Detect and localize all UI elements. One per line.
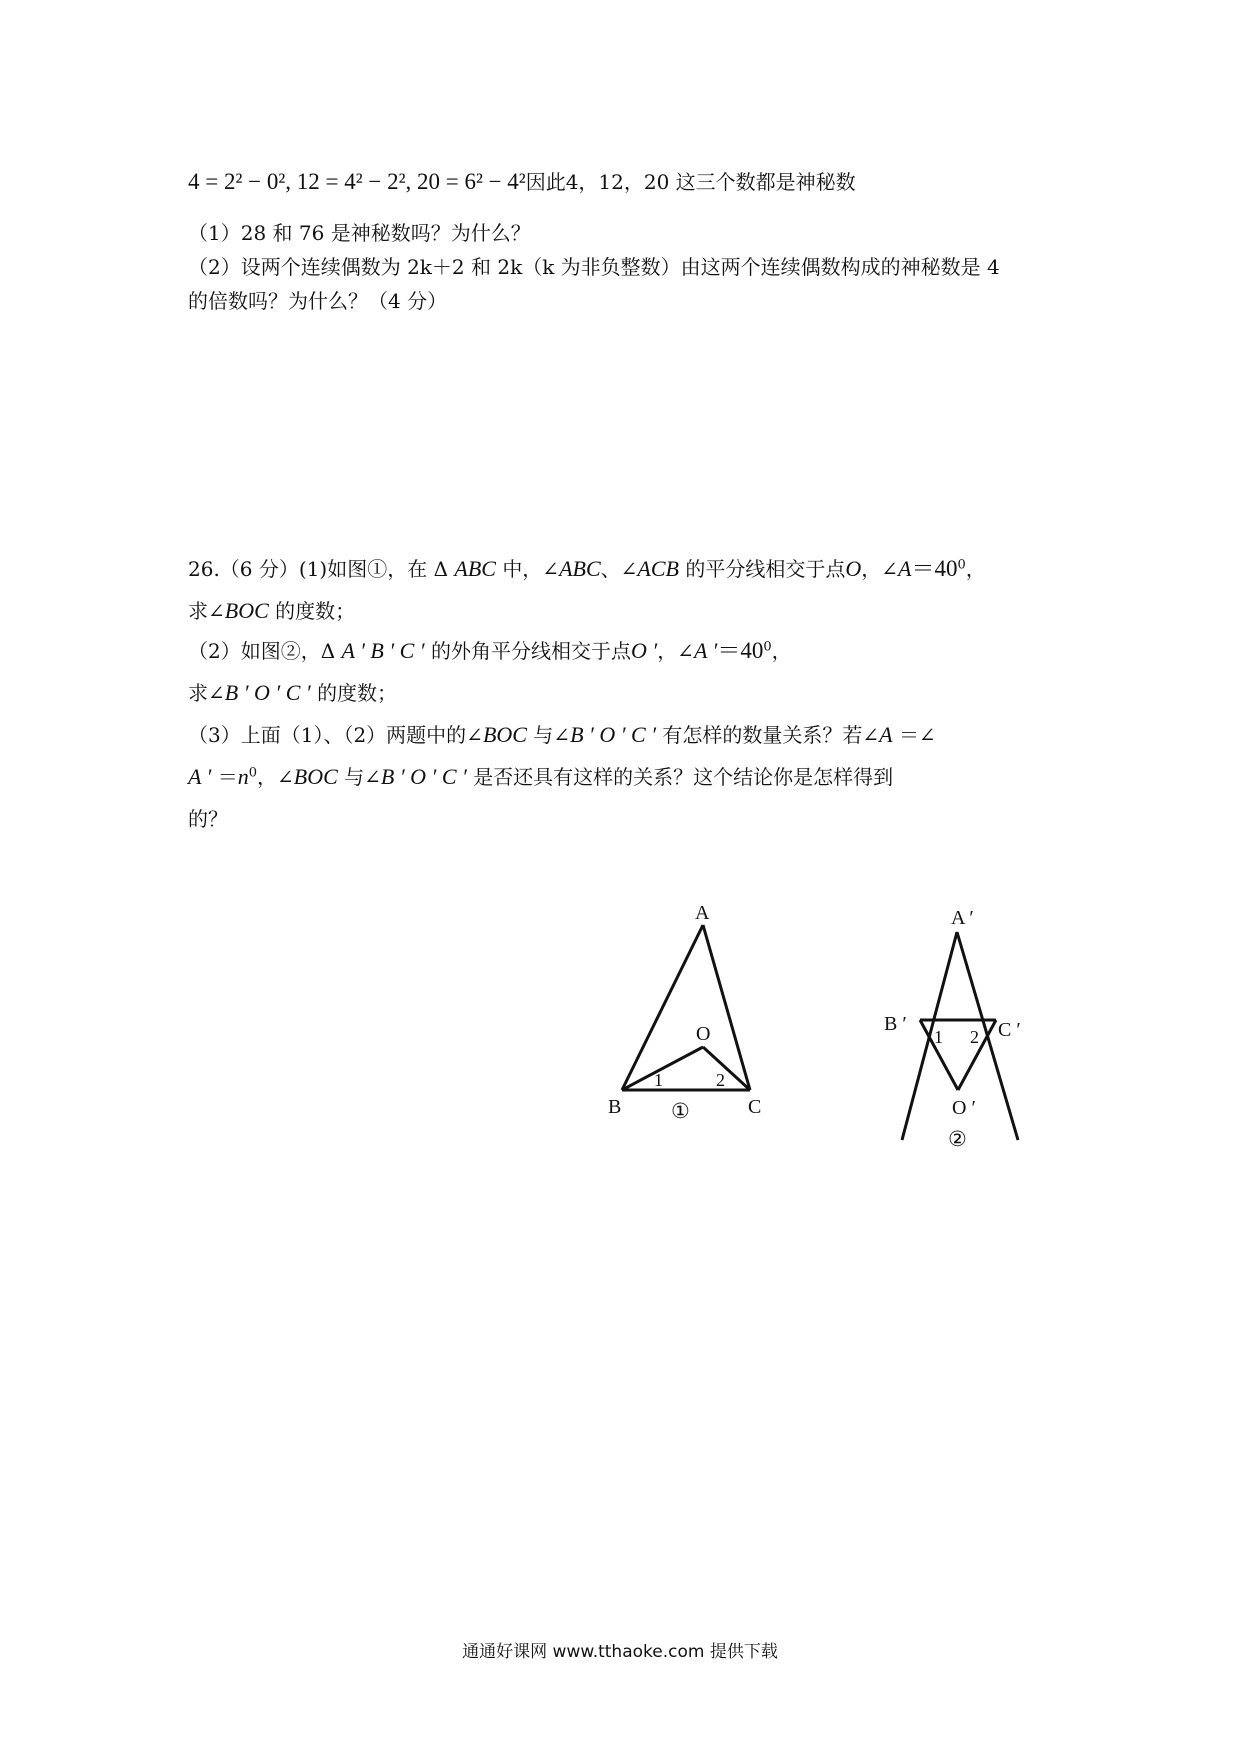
- q25-intro-line: [188, 168, 856, 196]
- figure-1: [600, 895, 780, 1129]
- figure-2-svg: [870, 890, 1030, 1160]
- text: 的外角平分线相交于点: [430, 639, 631, 663]
- figure-caption-1: ①: [671, 1099, 690, 1123]
- var-abc: ABC: [454, 556, 496, 581]
- var-a-prime: A ′: [188, 764, 212, 789]
- var-boc-prime: B ′ O ′ C ′: [570, 722, 656, 747]
- text: 求∠: [188, 599, 225, 623]
- text: ＝: [217, 765, 238, 789]
- figure-caption-2: ②: [948, 1127, 967, 1151]
- vertex-label-c: C: [748, 1096, 762, 1118]
- var-a: A: [897, 556, 912, 581]
- text: 与∠: [344, 765, 381, 789]
- text: 与∠: [533, 723, 571, 747]
- vertex-label-b-prime: B ′: [884, 1013, 907, 1035]
- text: 、∠: [600, 557, 638, 581]
- var-boc: BOC: [482, 722, 527, 747]
- text: （3）上面（1）、（2）两题中的∠: [188, 723, 483, 747]
- q26-line2: [188, 597, 355, 625]
- vertex-label-o: O: [696, 1023, 711, 1045]
- intro-text: 因此4，12，20 这三个数都是神秘数: [525, 170, 856, 194]
- q26-line1: [188, 555, 986, 583]
- q25-part1: （1）28 和 76 是神秘数吗？为什么？: [188, 221, 531, 245]
- q25-part2-line2: 的倍数吗？为什么？（4 分）: [188, 289, 448, 313]
- side-ac: [703, 925, 750, 1090]
- var-o: O: [845, 556, 862, 581]
- degree-sup: 0: [957, 557, 966, 573]
- text: ，: [965, 557, 986, 581]
- var-boc-prime: B ′ O ′ C ′: [224, 680, 311, 705]
- text: ＝∠: [898, 723, 936, 747]
- angle-label-1: 1: [934, 1027, 943, 1047]
- degree-sup: 0: [763, 639, 772, 655]
- var-n: n: [237, 764, 249, 789]
- text: 的度数；: [275, 599, 356, 623]
- text: 26.（6 分）(1)如图①，在 Δ: [188, 557, 449, 581]
- q26-line6: [188, 763, 893, 791]
- angle-label-2: 2: [970, 1027, 979, 1047]
- vertex-label-b: B: [608, 1096, 622, 1118]
- q26-line5: [188, 721, 936, 749]
- figure-1-svg: [600, 895, 780, 1125]
- q25-part2-line1: （2）设两个连续偶数为 2k＋2 和 2k（k 为非负整数）由这两个连续偶数构成的神秘数是 4: [188, 255, 1000, 279]
- text: ＝40: [717, 638, 764, 663]
- intro-equation: 4 = 2² − 0², 12 = 4² − 2², 20 = 6² − 4²: [188, 169, 526, 194]
- var-a: A: [879, 722, 893, 747]
- text: （2）如图②，Δ: [188, 639, 336, 663]
- var-abc: ABC: [559, 556, 601, 581]
- var-acb: ACB: [637, 556, 679, 581]
- degree-sup: 0: [248, 765, 257, 781]
- q26-line3: [188, 637, 792, 665]
- text: 的平分线相交于点: [685, 557, 846, 581]
- vertex-label-a: A: [695, 902, 710, 924]
- text: ，∠: [257, 765, 294, 789]
- q26-line4: [188, 679, 397, 707]
- angle-label-2: 2: [716, 1070, 725, 1090]
- text: 中，∠: [502, 557, 560, 581]
- text: 是否还具有这样的关系？这个结论你是怎样得到: [473, 765, 894, 789]
- text: 有怎样的数量关系？若∠: [662, 723, 880, 747]
- q26-line7: 的？: [188, 807, 228, 831]
- var-triangle-prime: A ′ B ′ C ′: [341, 638, 425, 663]
- figure-2: [870, 890, 1030, 1164]
- var-boc: BOC: [293, 764, 338, 789]
- text: ，∠: [657, 639, 694, 663]
- vertex-label-o-prime: O ′: [952, 1097, 976, 1119]
- var-a-prime: A ′: [693, 638, 718, 663]
- side-ab: [622, 925, 703, 1090]
- vertex-label-c-prime: C ′: [998, 1019, 1021, 1041]
- text: ，∠: [861, 557, 898, 581]
- text: ，: [771, 639, 792, 663]
- text: 的度数；: [317, 681, 398, 705]
- var-o-prime: O ′: [630, 638, 658, 663]
- text: 求∠: [188, 681, 225, 705]
- text: ＝40: [911, 556, 958, 581]
- angle-label-1: 1: [654, 1070, 663, 1090]
- var-boc: BOC: [224, 598, 269, 623]
- vertex-label-a-prime: A ′: [951, 907, 974, 929]
- var-boc-prime: B ′ O ′ C ′: [380, 764, 467, 789]
- page-footer: 通通好课网 www.tthaoke.com 提供下载: [462, 1642, 778, 1662]
